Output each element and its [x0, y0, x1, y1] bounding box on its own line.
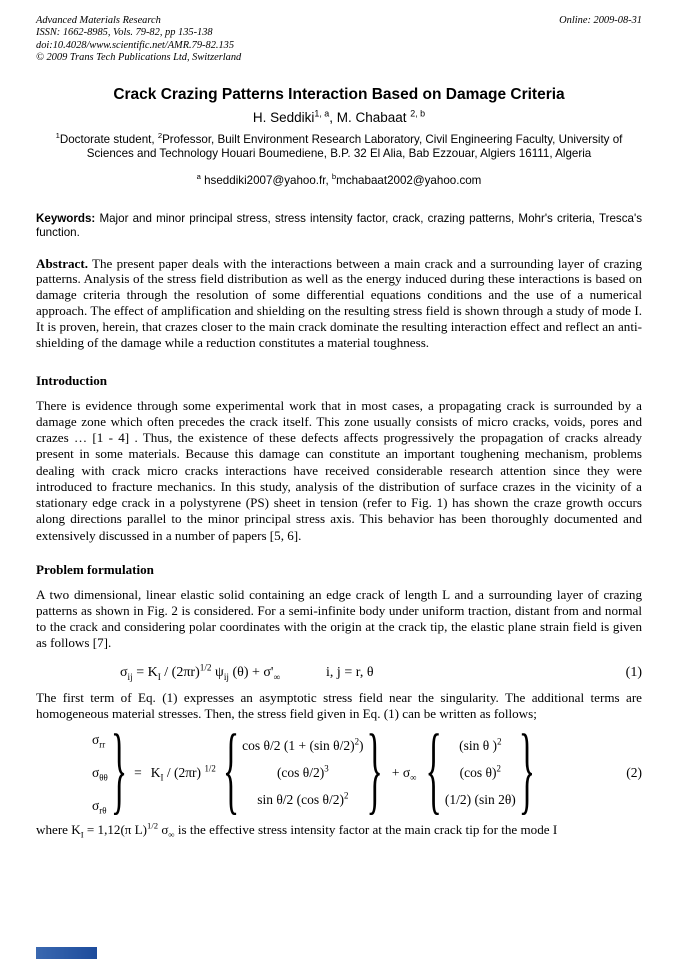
- equation-1-number: (1): [625, 664, 642, 680]
- matrix-1-open-brace: {: [222, 718, 240, 826]
- equation-1: [36, 662, 642, 682]
- angular-function-matrix-1: [242, 738, 363, 808]
- plus-sigma-infinity: + $\sigma_\infty$: [391, 765, 417, 783]
- closing-line: where $K_I = 1,12(\pi$ L)$^{1/2}$ $\sigma_\infty$ is the effective stress intensity factor at the main crack tip for the mode I: [36, 820, 558, 840]
- keywords-text: Major and minor principal stress, stress intensity factor, crack, crazing patterns, Mohr's criteria, Tresca's function.: [36, 211, 642, 240]
- matrix-2-row-2: (cos θ)$^2$: [459, 763, 501, 781]
- journal-name: Advanced Materials Research: [36, 15, 161, 26]
- equation-2-stress-vector: [92, 732, 108, 814]
- online-date: Online: 2009-08-31: [559, 15, 642, 26]
- introduction-body: There is evidence through some experimental work that in most cases, a propagating crack is surrounded by a damage zone which often precedes the crack itself. This zone usually consists of micro cracks, voids, pores and crazes … [1 - 4] . Thus, the existence of these defects affects progressively the propagation of cracks already present in some materials. Because this damage can constitute an important toughening mechanism, problems dealing with crack micro cracks interactions have received considerable research attention since they were introduced to fracture mechanics. In this study, analysis of the distribution of surface crazes in the vicinity of a stationary edge crack in a polystyrene (PS) sheet in tension (refer to Fig. 1) has shown the craze growth occurs along directions parallel to the minor principal stress axis. This behavior has been thoroughly documented and extensively discussed in a number of papers [5, 6].: [36, 397, 642, 543]
- sigma-r-theta-term: $\sigma_{r\theta}$: [92, 798, 107, 816]
- abstract-paragraph: [36, 256, 642, 351]
- matrix-1-row-2: (cos θ/2)$^3$: [276, 763, 329, 781]
- journal-info-block: [36, 15, 241, 65]
- journal-doi-line: doi:10.4028/www.scientific.net/AMR.79-82.135: [36, 39, 235, 51]
- equation-2: [36, 718, 642, 826]
- matrix-1-row-1: cos θ/2 (1 + (sin θ/2)$^2$): [242, 736, 364, 754]
- page-header: [36, 15, 642, 65]
- equation-2-number: (2): [626, 765, 642, 781]
- stress-intensity-coefficient: $K_I / (2\pi r)$ $^{1/2}$: [150, 763, 216, 783]
- keywords-paragraph: [36, 212, 642, 241]
- matrix-2-row-1: (sin θ )$^2$: [459, 736, 502, 754]
- section-heading-introduction: Introduction: [36, 372, 108, 388]
- sigma-theta-theta-term: $\sigma_{\theta\theta}$: [92, 765, 108, 783]
- matrix-2-close-brace: }: [518, 718, 536, 826]
- equation-1-condition: i, j = r, θ: [326, 664, 374, 680]
- footer-logo-fragment: [36, 947, 97, 959]
- matrix-2-open-brace: {: [425, 718, 442, 826]
- section-heading-problem-formulation: Problem formulation: [36, 561, 154, 577]
- matrix-1-row-3: sin θ/2 (cos θ/2)$^2$: [257, 790, 349, 808]
- equation-1-expression: $\sigma_{ij} = K_I / (2\pi r)^{1/2}$ $\psi_{ij}$ $(\theta) + \sigma'_\infty$: [120, 662, 281, 682]
- matrix-1-close-brace: }: [366, 718, 383, 826]
- matrix-2-row-3: (1/2) (sin 2θ): [444, 792, 516, 808]
- sigma-rr-term: $\sigma_{rr}$: [92, 732, 106, 750]
- angular-function-matrix-2: [445, 738, 516, 808]
- abstract-label: Abstract.: [36, 255, 88, 271]
- keywords-label: Keywords:: [36, 211, 96, 225]
- between-equations-text: The first term of Eq. (1) expresses an asymptotic stress field near the singularity. The additional terms are homogeneous material stresses. Then, the stress field given in Eq. (1) can be written as follows;: [36, 689, 642, 721]
- equals-sign: =: [134, 765, 142, 781]
- problem-formulation-body: A two dimensional, linear elastic solid containing an edge crack of length L and a surrounding layer of crazing patterns as shown in Fig. 2 is considered. For a semi-infinite body under uniform traction, distant from and normal to the crack and considering polar coordinates with the origin at the crack tip, the elastic plane strain field is given as follows [7].: [36, 586, 642, 651]
- abstract-text: The present paper deals with the interactions between a main crack and a surrounding layer of crazing patterns. Analysis of the stress field distribution as well as the energy induced during these interactions is based on damage criteria through the resolution of some differential equations conditions and the use of a numerical approach. The effect of amplification and shielding on the resulting stress field is shown through a study of mode I. It is proven, herein, that crazes closer to the main crack dominate the resulting interaction effect and reflect an anti-shielding of the damage while a reduction constitutes a material toughness.: [36, 255, 642, 350]
- authors-line: H. Seddiki$^{1, a}$, M. Chabaat $^{2, b}$: [252, 108, 426, 125]
- paper-title: Crack Crazing Patterns Interaction Based on Damage Criteria: [113, 85, 565, 103]
- author-emails: $^a$ hseddiki2007@yahoo.fr, $^b$mchabaat2002@yahoo.com: [196, 171, 482, 187]
- journal-issn-line: ISSN: 1662-8985, Vols. 79-82, pp 135-138: [36, 27, 213, 39]
- affiliation: $^1$Doctorate student, $^2$Professor, Built Environment Research Laboratory, Civil Engineering Faculty, University of Sciences and Technology Houari Boumediene, B.P. 32 El Alia, Bab Ezzouar, Algiers 16111, Algeria: [55, 131, 623, 161]
- journal-copyright-line: © 2009 Trans Tech Publications Ltd, Switzerland: [36, 52, 242, 64]
- stress-vector-close-brace: }: [110, 718, 128, 826]
